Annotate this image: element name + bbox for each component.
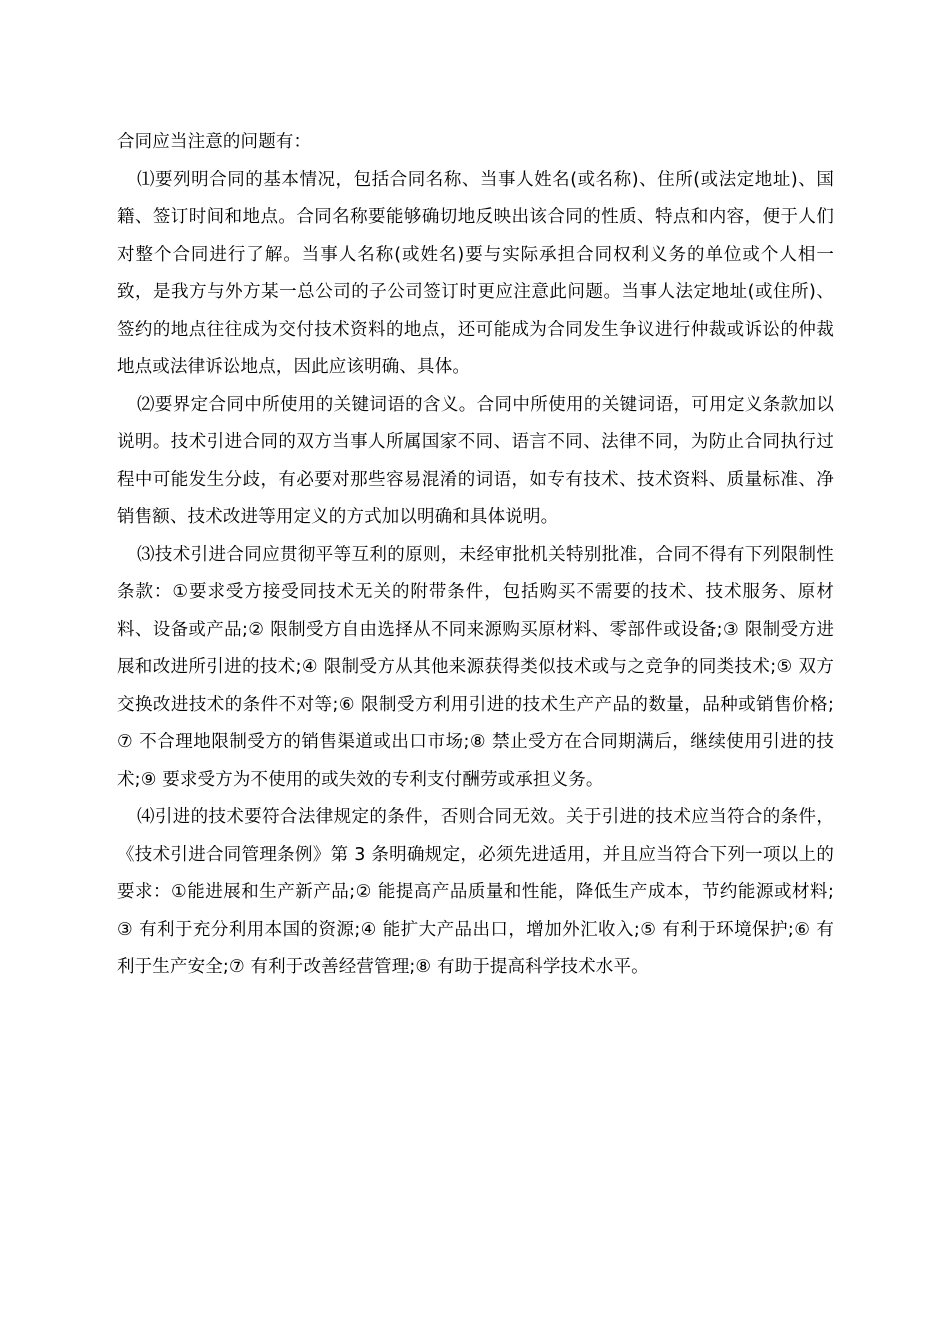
intro-line: 合同应当注意的问题有： — [117, 132, 312, 152]
paragraph-2: ⑵要界定合同中所使用的关键词语的含义。合同中所使用的关键词语，可用定义条款加以说明。技术引进合同的双方当事人所属国家不同、语言不同、法律不同，为防止合同执行过程中可能发生分歧，有必要对那些容易混淆的词语，如专有技术、技术资料、质量标准、净销售额、技术改进等用定义的方式加以明确和具体说明。 — [117, 394, 834, 527]
paragraph-4: ⑷引进的技术要符合法律规定的条件，否则合同无效。关于引进的技术应当符合的条件，《技术引进合同管理条例》第 3 条明确规定，必须先进适用，并且应当符合下列一项以上的要求：①能进展和生产新产品;② 能提高产品质量和性能，降低生产成本，节约能源或材料;③ 有利于充分利用本国的资源;④ 能扩大产品出口，增加外汇收入;⑤ 有利于环境保护;⑥ 有利于生产安全;⑦ 有利于改善经营管理;⑧ 有助于提高科学技术水平。 — [117, 807, 834, 977]
paragraph-1: ⑴要列明合同的基本情况，包括合同名称、当事人姓名(或名称)、住所(或法定地址)、国籍、签订时间和地点。合同名称要能够确切地反映出该合同的性质、特点和内容，便于人们对整个合同进行了解。当事人名称(或姓名)要与实际承担合同权利义务的单位或个人相一致，是我方与外方某一总公司的子公司签订时更应注意此问题。当事人法定地址(或住所)、签约的地点往往成为交付技术资料的地点，还可能成为合同发生争议进行仲裁或诉讼的仲裁地点或法律诉讼地点，因此应该明确、具体。 — [117, 169, 834, 377]
document-body — [117, 124, 834, 987]
paragraph-3: ⑶技术引进合同应贯彻平等互利的原则，未经审批机关特别批准，合同不得有下列限制性条款：①要求受方接受同技术无关的附带条件，包括购买不需要的技术、技术服务、原材料、设备或产品;② 限制受方自由选择从不同来源购买原材料、零部件或设备;③ 限制受方进展和改进所引进的技术;④ 限制受方从其他来源获得类似技术或与之竞争的同类技术;⑤ 双方交换改进技术的条件不对等;⑥ 限制受方利用引进的技术生产产品的数量，品种或销售价格;⑦ 不合理地限制受方的销售渠道或出口市场;⑧ 禁止受方在合同期满后，继续使用引进的技术;⑨ 要求受方为不使用的或失效的专利支付酬劳或承担义务。 — [117, 544, 834, 790]
